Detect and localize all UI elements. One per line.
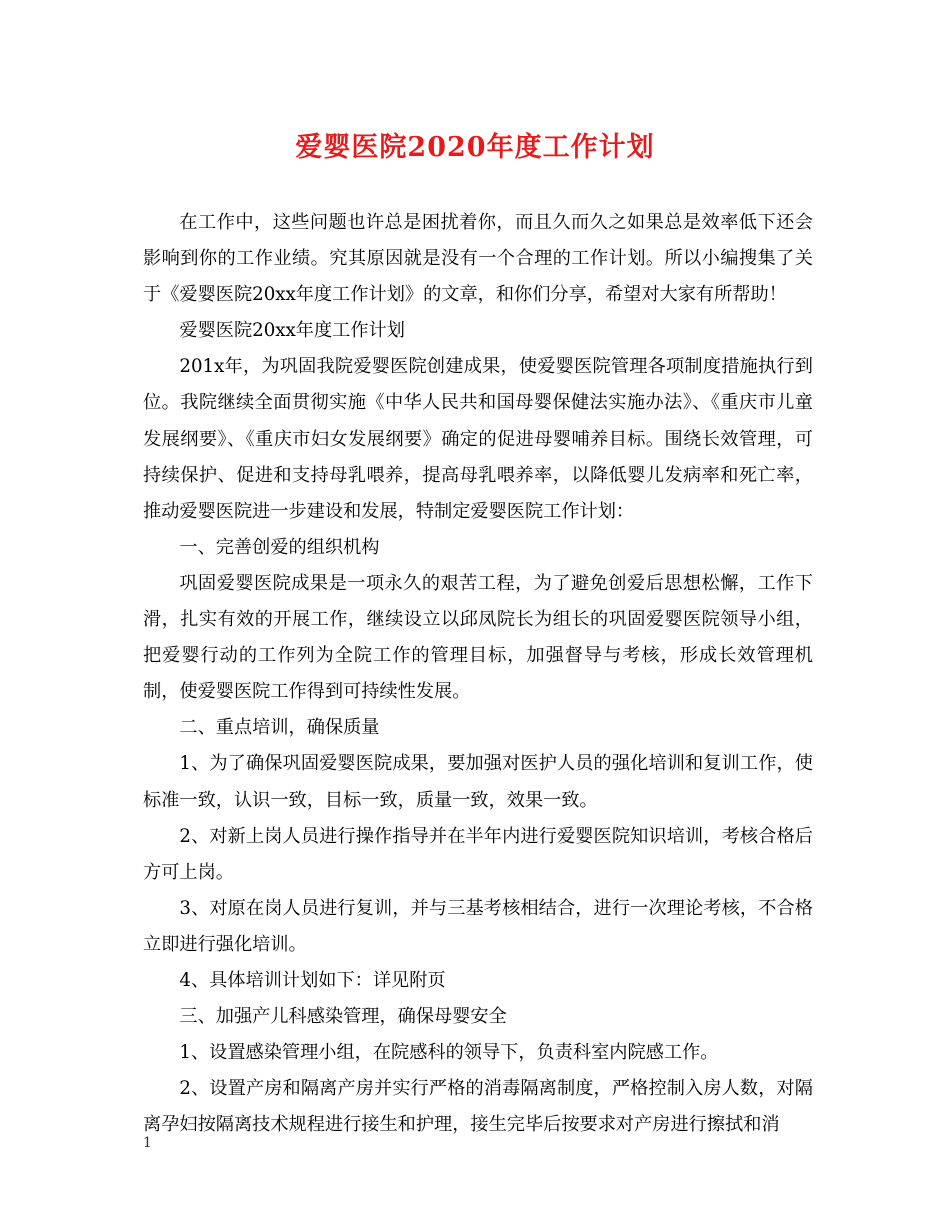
list-item-2-2: 2、对新上岗人员进行操作指导并在半年内进行爱婴医院知识培训，考核合格后方可上岗。 — [143, 825, 813, 883]
page-number: 1 — [143, 1135, 152, 1151]
document-title: 爱婴医院2020年度工作计划 — [295, 132, 655, 163]
section-heading-3: 三、加强产儿科感染管理，确保母婴安全 — [179, 1006, 507, 1028]
paragraph-intro: 在工作中，这些问题也许总是困扰着你，而且久而久之如果总是效率低下还会影响到你的工作业绩。究其原因就是没有一个合理的工作计划。所以小编搜集了关于《爱婴医院20xx年度工作计划》的文章，和你们分享，希望对大家有所帮助！ — [143, 212, 813, 306]
list-item-3-1: 1、设置感染管理小组，在院感科的领导下，负责科室内院感工作。 — [179, 1042, 719, 1064]
section-heading-1: 一、完善创爱的组织机构 — [179, 536, 380, 558]
list-item-2-4: 4、具体培训计划如下：详见附页 — [179, 969, 446, 991]
paragraph-overview: 201x年，为巩固我院爱婴医院创建成果，使爱婴医院管理各项制度措施执行到位。我院继续全面贯彻实施《中华人民共和国母婴保健法实施办法》、《重庆市儿童发展纲要》、《重庆市妇女发展纲要》确定的促进母婴哺养目标。围绕长效管理，可持续保护、促进和支持母乳喂养，提高母乳喂养率，以降低婴儿发病率和死亡率，推动爱婴医院进一步建设和发展，特制定爱婴医院工作计划： — [143, 356, 813, 522]
list-item-2-3: 3、对原在岗人员进行复训，并与三基考核相结合，进行一次理论考核，不合格立即进行强化培训。 — [143, 897, 813, 955]
list-item-2-1: 1、为了确保巩固爱婴医院成果，要加强对医护人员的强化培训和复训工作，使标准一致，认识一致，目标一致，质量一致，效果一致。 — [143, 753, 813, 811]
document-body — [143, 205, 813, 1143]
section-heading-2: 二、重点培训，确保质量 — [179, 717, 380, 739]
paragraph-section-1: 巩固爱婴医院成果是一项永久的艰苦工程，为了避免创爱后思想松懈，工作下滑，扎实有效的开展工作，继续设立以邱凤院长为组长的巩固爱婴医院领导小组，把爱婴行动的工作列为全院工作的管理目标，加强督导与考核，形成长效管理机制，使爱婴医院工作得到可持续性发展。 — [143, 572, 813, 703]
list-item-3-2: 2、设置产房和隔离产房并实行严格的消毒隔离制度，严格控制入房人数，对隔离孕妇按隔离技术规程进行接生和护理，接生完毕后按要求对产房进行擦拭和消 — [143, 1078, 813, 1136]
paragraph-subtitle: 爱婴医院20xx年度工作计划 — [179, 320, 405, 342]
